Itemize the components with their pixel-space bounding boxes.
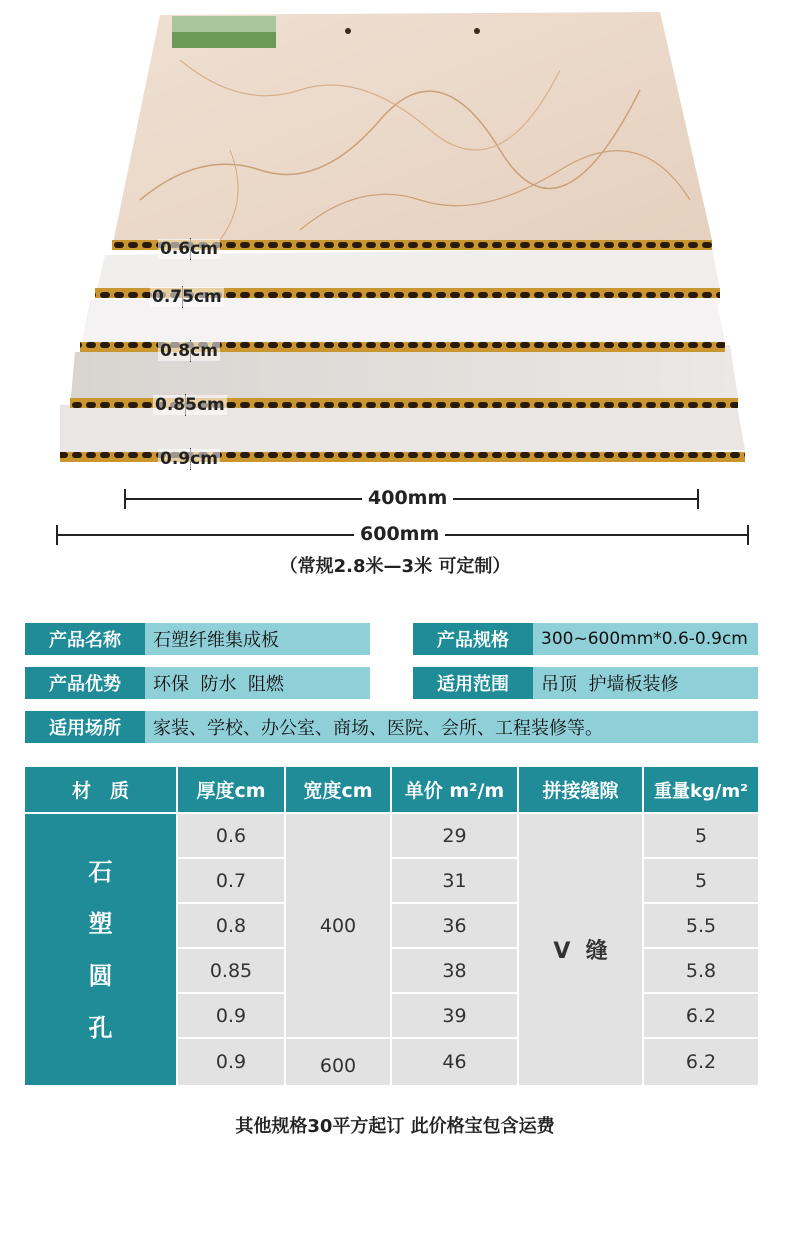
thickness-cell: 0.6 [178,814,284,857]
price-cell: 36 [392,904,517,947]
width-cell: 600 [286,1039,390,1085]
weight-cell: 5 [644,814,758,857]
width-600-measure [56,525,749,545]
thickness-label: 0.8cm [160,341,218,361]
thickness-label: 0.85cm [155,395,225,415]
thickness-cell: 0.9 [178,1039,284,1085]
header-price: 单价 m²/m [392,767,517,812]
price-cell: 39 [392,994,517,1037]
weight-cell: 6.2 [644,994,758,1037]
header-seam: 拼接缝隙 [519,767,642,812]
info-places [25,711,758,743]
thickness-label: 0.6cm [160,239,218,259]
info-value: 300~600mm*0.6-0.9cm [533,623,758,655]
info-product-name [25,623,370,655]
price-cell: 46 [392,1039,517,1085]
weight-cell: 6.2 [644,1039,758,1085]
thickness-cell: 0.8 [178,904,284,947]
header-material: 材 质 [25,767,176,812]
header-thickness: 厚度cm [178,767,284,812]
thickness-label: 0.75cm [152,287,222,307]
info-key: 产品优势 [25,667,145,699]
material-char: 塑 [88,909,113,938]
thickness-label: 0.9cm [160,449,218,469]
seam-cell: V 缝 [519,814,642,1085]
spec-table [25,767,758,1085]
material-char: 孔 [88,1013,113,1042]
info-value: 环保 防水 阻燃 [145,667,370,699]
product-photo [0,0,790,490]
weight-cell: 5.8 [644,949,758,992]
info-key: 产品规格 [413,623,533,655]
price-cell: 38 [392,949,517,992]
width-400-label: 400mm [362,487,453,509]
info-advantage [25,667,370,699]
info-value: 石塑纤维集成板 [145,623,370,655]
width-cell: 400 [286,814,390,1037]
price-cell: 31 [392,859,517,902]
info-scope [413,667,758,699]
material-char: 圆 [88,961,113,990]
footer-note: 其他规格30平方起订 此价格宝包含运费 [235,1116,555,1137]
header-weight: 重量kg/m² [644,767,758,812]
width-600-label: 600mm [354,523,445,545]
thickness-cell: 0.85 [178,949,284,992]
material-cell [25,814,176,1085]
weight-cell: 5 [644,859,758,902]
info-key: 适用范围 [413,667,533,699]
length-note: （常规2.8米—3米 可定制） [279,556,511,577]
info-value: 吊顶 护墙板装修 [533,667,758,699]
weight-cell: 5.5 [644,904,758,947]
width-400-measure [124,489,699,509]
price-cell: 29 [392,814,517,857]
header-width: 宽度cm [286,767,390,812]
info-product-spec [413,623,758,655]
info-key: 产品名称 [25,623,145,655]
panel-stack-image [0,0,790,490]
info-value: 家装、学校、办公室、商场、医院、会所、工程装修等。 [145,711,758,743]
thickness-cell: 0.9 [178,994,284,1037]
info-key: 适用场所 [25,711,145,743]
material-char: 石 [88,857,113,886]
thickness-cell: 0.7 [178,859,284,902]
